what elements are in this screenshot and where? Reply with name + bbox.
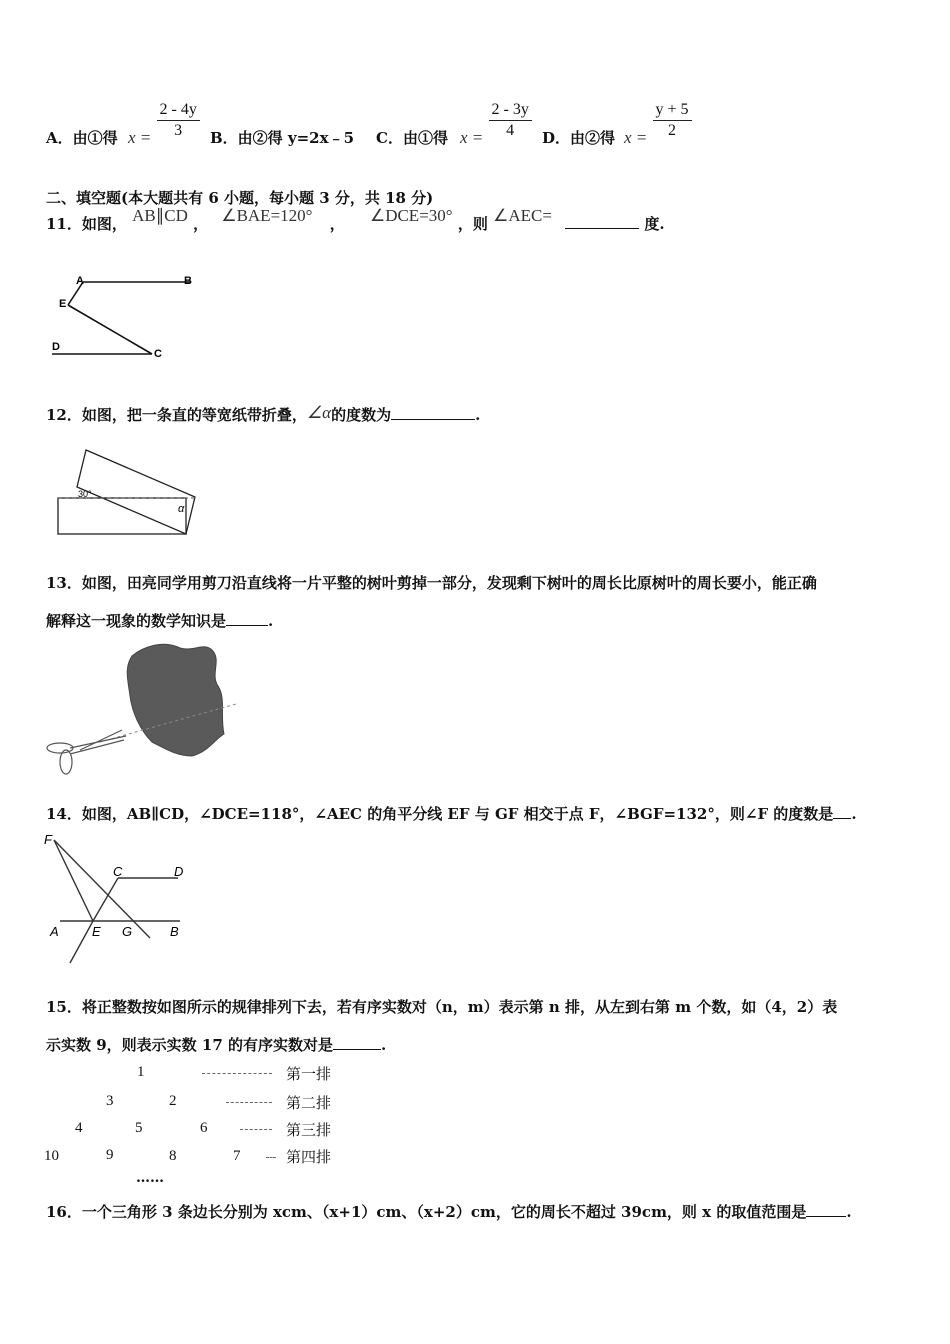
q11-label-b: B <box>184 275 192 287</box>
q15-triangle-figure <box>40 1062 360 1192</box>
q15-line2-wrap <box>46 1034 386 1055</box>
q12-figure <box>50 440 210 540</box>
q14-line-ce-ext <box>70 921 93 963</box>
q12-label-30: 30° <box>78 489 92 499</box>
row1-num-1: 1 <box>137 1064 145 1080</box>
row-ellipsis: …… <box>136 1170 164 1186</box>
q11-parallel: AB∥CD <box>132 206 188 225</box>
q14-text-wrap <box>46 803 857 824</box>
q12-answer-blank[interactable] <box>391 405 475 420</box>
row2-num-1: 3 <box>106 1093 114 1109</box>
q14-end: . <box>851 805 857 823</box>
option-a-numerator: 2 - 4y <box>157 100 200 121</box>
q14-figure <box>40 828 200 968</box>
scissors-icon <box>47 730 126 774</box>
row2-dash <box>226 1102 272 1103</box>
q11-text <box>46 206 665 234</box>
q11-then: ，则 <box>457 215 488 233</box>
q12-label-alpha: α <box>178 503 185 515</box>
row4-dash <box>266 1157 276 1158</box>
q15-line2: 示实数 9，则表示实数 17 的有序实数对是 <box>46 1036 333 1054</box>
q11-label-a: A <box>76 275 84 287</box>
q12-stem: 12．如图，把一条直的等宽纸带折叠， <box>46 406 307 424</box>
q11-number: 11．如图， <box>46 215 127 233</box>
q12-after: 的度数为 <box>331 406 392 424</box>
q14-line-fe <box>54 840 93 921</box>
option-a-fraction <box>157 100 200 141</box>
leaf-shape <box>127 644 224 756</box>
row3-num-3: 6 <box>200 1120 208 1136</box>
option-a-label: A．由①得 <box>46 129 118 147</box>
q11-answer-blank[interactable] <box>565 214 639 229</box>
row2-label: 第二排 <box>286 1094 332 1112</box>
option-c-label: C．由①得 <box>376 129 448 147</box>
q12-lower-strip <box>58 498 186 534</box>
q14-label-b: B <box>170 924 179 939</box>
q14-text: 14．如图，AB∥CD，∠DCE=118°，∠AEC 的角平分线 EF 与 GF 相交于点 F，∠BGF=132°，则∠F 的度数是 <box>46 805 834 823</box>
q12-angle: ∠α <box>306 403 332 422</box>
row3-num-2: 5 <box>135 1120 143 1136</box>
q11-figure <box>40 268 220 368</box>
q13-answer-blank[interactable] <box>226 611 268 626</box>
q14-label-d: D <box>174 864 184 879</box>
q11-unit: 度. <box>644 215 665 233</box>
q11-label-c: C <box>154 348 162 360</box>
option-d-lhs: x = <box>624 127 648 147</box>
q14-answer-blank[interactable] <box>833 804 851 819</box>
q13-figure <box>40 640 240 785</box>
option-d-formula <box>624 100 692 147</box>
row2-num-2: 2 <box>169 1093 177 1109</box>
row3-dash <box>240 1129 272 1130</box>
option-d-label: D．由②得 <box>542 129 616 147</box>
q13-line2-wrap <box>46 610 273 631</box>
q14-label-g: G <box>122 924 133 939</box>
q11-angle-aec: ∠AEC= <box>493 206 552 225</box>
q15-line1: 15．将正整数按如图所示的规律排列下去，若有序实数对（n，m）表示第 n 排，从左到右第 m 个数，如（4，2）表 <box>46 998 838 1016</box>
row4-num-3: 8 <box>169 1148 177 1164</box>
option-d-denominator: 2 <box>668 122 677 139</box>
q13-end: . <box>268 612 274 630</box>
q15-end: . <box>380 1036 387 1054</box>
q11-angle-bae: ∠BAE=120° <box>221 206 313 225</box>
option-c-fraction <box>489 100 532 141</box>
row3-num-1: 4 <box>75 1120 83 1136</box>
option-c-numerator: 2 - 3y <box>489 100 532 121</box>
q16-end: . <box>846 1203 852 1221</box>
q11-line-ec <box>68 305 152 354</box>
section-title: 二、填空题(本大题共有 6 小题，每小题 3 分，共 18 分) <box>46 189 434 207</box>
option-a-formula <box>128 100 200 147</box>
q16-text-wrap <box>46 1201 852 1222</box>
q10-options <box>46 100 726 150</box>
option-c-formula <box>460 100 532 147</box>
row4-label: 第四排 <box>286 1148 332 1166</box>
option-a-lhs: x = <box>128 127 152 147</box>
option-d-numerator: y + 5 <box>653 100 692 121</box>
q11-sep2: ， <box>329 215 345 233</box>
q11-angle-dce: ∠DCE=30° <box>369 206 453 225</box>
q14-line-fg <box>54 840 150 938</box>
q12-folded-strip <box>77 450 195 534</box>
row1-dash <box>202 1073 272 1074</box>
q12-end: . <box>475 406 481 424</box>
option-d-fraction <box>653 100 692 141</box>
q11-sep1: ， <box>193 215 209 233</box>
option-b-label: B．由②得 y=2x﹣5 <box>210 129 355 147</box>
q14-label-a: A <box>50 924 59 939</box>
q13-line1: 13．如图，田亮同学用剪刀沿直线将一片平整的树叶剪掉一部分，发现剩下树叶的周长比原树叶的周长要小，能正确 <box>46 574 817 592</box>
row4-num-2: 9 <box>106 1147 114 1163</box>
option-c-denominator: 4 <box>506 122 515 139</box>
q16-text: 16．一个三角形 3 条边长分别为 xcm、（x+1）cm、（x+2）cm，它的周长不超过 39cm，则 x 的取值范围是 <box>46 1203 807 1221</box>
row4-num-4: 7 <box>233 1148 241 1164</box>
q14-label-c: C <box>113 864 123 879</box>
option-c-lhs: x = <box>460 127 484 147</box>
row4-num-1: 10 <box>44 1148 59 1164</box>
q12-text <box>46 404 480 425</box>
q11-label-d: D <box>52 341 60 353</box>
q16-answer-blank[interactable] <box>806 1202 846 1217</box>
q11-label-e: E <box>59 298 67 310</box>
q15-answer-blank[interactable] <box>333 1035 381 1050</box>
q14-label-f: F <box>44 832 52 847</box>
row1-label: 第一排 <box>286 1065 332 1083</box>
option-a-denominator: 3 <box>174 122 183 139</box>
q13-line2: 解释这一现象的数学知识是 <box>46 612 227 630</box>
q14-label-e: E <box>92 924 101 939</box>
row3-label: 第三排 <box>286 1121 332 1139</box>
